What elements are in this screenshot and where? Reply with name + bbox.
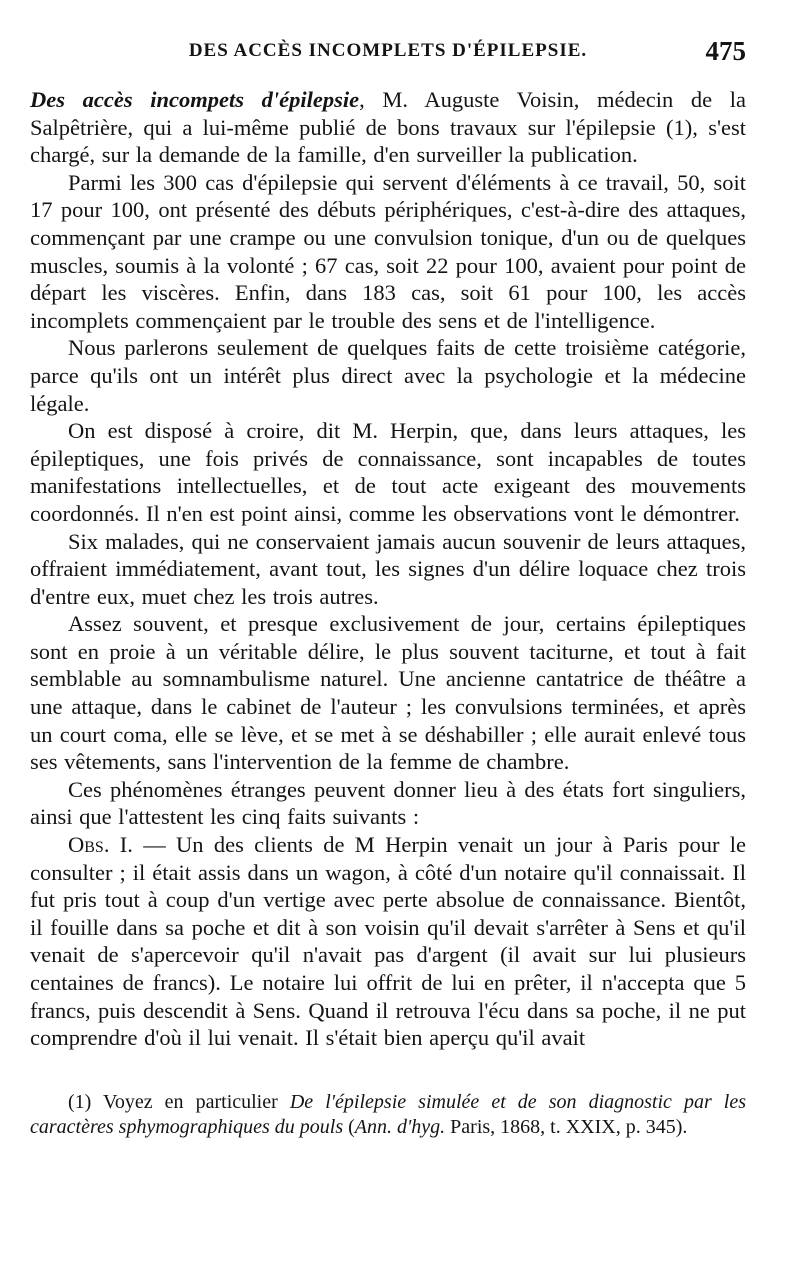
paragraph-lead: Des accès incompets d'épilepsie <box>30 87 360 112</box>
paragraph-7: Ces phénomènes étranges peuvent donner lieu à des états fort singuliers, ainsi que l'attestent les cinq faits suivants : <box>30 776 746 830</box>
running-head <box>30 36 746 72</box>
body-text <box>30 86 746 1052</box>
footnote-title: De l'épilepsie simulée et de son diagnostic par les caractères sphymographiques du pouls <box>30 1090 746 1138</box>
observation-label: Obs. I. <box>68 832 133 858</box>
paragraph-observation-1 <box>30 831 746 1052</box>
paragraph-5: Six malades, qui ne conservaient jamais aucun souvenir de leurs attaques, offraient immédiatement, avant tout, les signes d'un délire loquace chez trois d'entre eux, muet chez les trois autres. <box>30 528 746 609</box>
paragraph-6: Assez souvent, et presque exclusivement de jour, certains épileptiques sont en proie à un véritable délire, le plus souvent taciturne, et tout à fait semblable au somnambulisme naturel. Une ancienne cantatrice de théâtre a une attaque, dans le cabinet de l'auteur ; les convulsions terminées, et après un court coma, elle se lève, et se met à se déshabiller ; elle aurait enlevé tous ses vêtements, sans l'intervention de la femme de chambre. <box>30 611 746 775</box>
page-number: 475 <box>705 36 746 66</box>
paragraph-3: Nous parlerons seulement de quelques faits de cette troisième catégorie, parce qu'ils ont un intérêt plus direct avec la psychologie et la médecine légale. <box>30 335 746 416</box>
observation-text: — Un des clients de M Herpin venait un jour à Paris pour le consulter ; il était assis dans un wagon, à côté d'un notaire qu'il connaissait. Il fut pris tout à coup d'un vertige avec perte absolue de connaissance. Bientôt, il fouille dans sa poche et dit à son voisin qu'il devait s'arrêter à Sens et qu'il venait de s'apercevoir qu'il n'avait pas d'argent (il avait sur lui plusieurs centaines de francs). Le notaire lui offrit de lui en prêter, il n'accepta que 5 francs, puis descendit à Sens. Quand il retrouva l'écu dans sa poche, il ne put comprendre d'où il lui venait. Il s'était bien aperçu qu'il avait <box>30 832 747 1051</box>
footnote-prefix: (1) Voyez en particulier <box>68 1090 290 1113</box>
paragraph-1-text: , M. Auguste Voisin, médecin de la Salpêtrière, qui a lui-même publié de bons travaux sur l'épilepsie (1), s'est chargé, sur la demande de la famille, d'en surveiller la publication. <box>30 87 746 168</box>
running-title: DES ACCÈS INCOMPLETS D'ÉPILEPSIE. <box>188 40 588 61</box>
footnote-journal: Ann. d'hyg. <box>354 1115 446 1138</box>
paragraph-4: On est disposé à croire, dit M. Herpin, que, dans leurs attaques, les épileptiques, une fois privés de connaissance, sont incapables de toutes manifestations intellectuelles, et de tout acte exigeant des mouvements coordonnés. Il n'en est point ainsi, comme les observations vont le démontrer. <box>30 418 746 526</box>
paragraph-1 <box>30 86 746 169</box>
paragraph-2: Parmi les 300 cas d'épilepsie qui servent d'éléments à ce travail, 50, soit 17 pour 100, ont présenté des débuts périphériques, c'est-à-dire des attaques, commençant par une crampe ou une convulsion tonique, d'un ou de quelques muscles, soumis à la volonté ; 67 cas, soit 22 pour 100, avaient pour point de départ les viscères. Enfin, dans 183 cas, soit 61 pour 100, les accès incomplets commençaient par le trouble des sens et de l'intelligence. <box>30 169 746 333</box>
footnote-middle: ( <box>343 1115 355 1138</box>
footnote <box>30 1090 746 1140</box>
book-page <box>30 36 746 1251</box>
footnote-suffix: Paris, 1868, t. XXIX, p. 345). <box>445 1115 688 1138</box>
